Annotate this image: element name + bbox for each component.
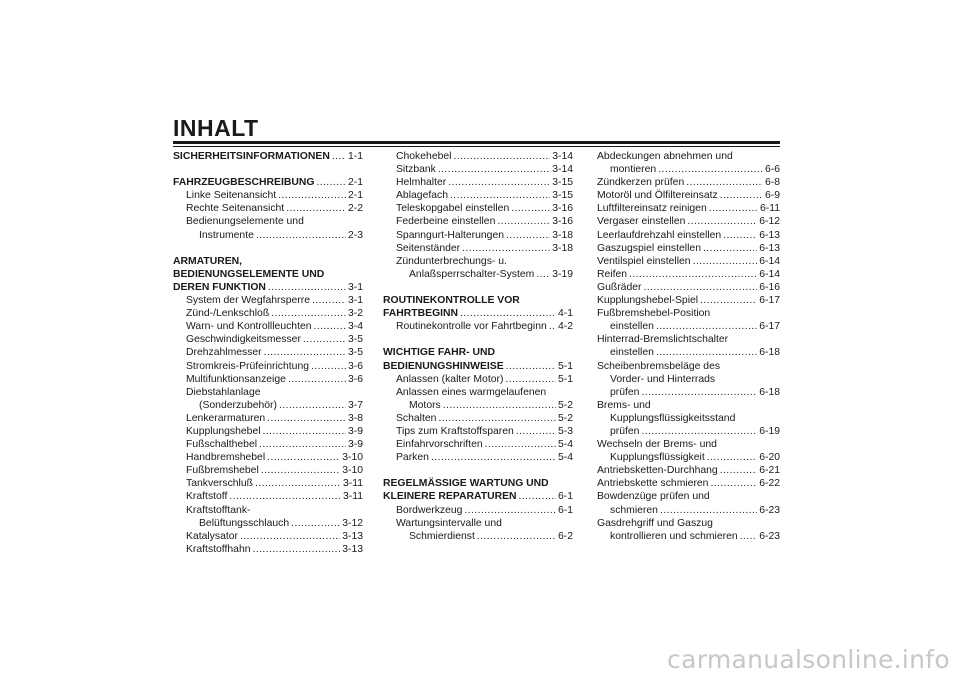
- toc-entry[interactable]: Vergaser einstellen ..... 6-12: [597, 215, 780, 228]
- toc-entry[interactable]: Tips zum Kraftstoffsparen ..... 5-3: [383, 425, 573, 438]
- toc-entry[interactable]: Antriebsketten-Durchhang ..... 6-21: [597, 464, 780, 477]
- toc-entry[interactable]: Anlassen (kalter Motor) ..... 5-1: [383, 373, 573, 386]
- toc-entry[interactable]: Motors ..... 5-2: [383, 399, 573, 412]
- toc-entry[interactable]: prüfen ..... 6-18: [597, 386, 780, 399]
- toc-entry[interactable]: Linke Seitenansicht ..... 2-1: [173, 189, 363, 202]
- toc-entry-line[interactable]: Kraftstofftank-: [186, 504, 251, 516]
- toc-entry-line[interactable]: Wechseln der Brems- und: [597, 439, 717, 451]
- toc-entry[interactable]: Rechte Seitenansicht ..... 2-2: [173, 202, 363, 215]
- toc-section[interactable]: SICHERHEITSINFORMATIONEN ..... 1-1: [173, 150, 363, 163]
- watermark: carmanualsonline.info: [667, 645, 950, 674]
- toc-section-line[interactable]: BEDIENUNGSELEMENTE UND: [173, 268, 325, 280]
- toc-entry-line[interactable]: Gasdrehgriff und Gaszug: [597, 517, 713, 529]
- toc-entry[interactable]: einstellen ..... 6-18: [597, 346, 780, 359]
- toc-entry[interactable]: Anlaßsperrschalter-System ..... 3-19: [383, 268, 573, 281]
- toc-entry[interactable]: Lenkerarmaturen ..... 3-8: [173, 412, 363, 425]
- toc-section-line[interactable]: ARMATUREN,: [173, 255, 243, 267]
- toc-entry[interactable]: Routinekontrolle vor Fahrtbeginn ..... 4-2: [383, 320, 573, 333]
- toc-section[interactable]: KLEINERE REPARATUREN ..... 6-1: [383, 490, 573, 503]
- toc-entry-line[interactable]: Bedienungselemente und: [186, 216, 304, 228]
- toc-entry[interactable]: montieren ..... 6-6: [597, 163, 780, 176]
- toc-entry[interactable]: System der Wegfahrsperre ..... 3-1: [173, 294, 363, 307]
- toc-entry[interactable]: Warn- und Kontrollleuchten ..... 3-4: [173, 320, 363, 333]
- toc-entry-line[interactable]: Brems- und: [597, 399, 651, 411]
- toc-section-line[interactable]: ROUTINEKONTROLLE VOR: [383, 295, 520, 307]
- toc-section[interactable]: BEDIENUNGSHINWEISE ..... 5-1: [383, 360, 573, 373]
- toc-entry[interactable]: Kupplungsflüssigkeit ..... 6-20: [597, 451, 780, 464]
- toc-column-3: [597, 150, 780, 543]
- toc-section-line[interactable]: REGELMÄSSIGE WARTUNG UND: [383, 478, 549, 490]
- toc-entry[interactable]: einstellen ..... 6-17: [597, 320, 780, 333]
- toc-entry[interactable]: Zünd-/Lenkschloß ..... 3-2: [173, 307, 363, 320]
- toc-entry[interactable]: Geschwindigkeitsmesser ..... 3-5: [173, 333, 363, 346]
- title-rule-thick: [173, 141, 780, 144]
- page-title: INHALT: [173, 115, 259, 141]
- toc-entry[interactable]: Federbeine einstellen ..... 3-16: [383, 215, 573, 228]
- toc-entry[interactable]: Zündkerzen prüfen ..... 6-8: [597, 176, 780, 189]
- toc-entry[interactable]: Schalten ..... 5-2: [383, 412, 573, 425]
- toc-entry[interactable]: Kraftstoff ..... 3-11: [173, 490, 363, 503]
- toc-entry[interactable]: Reifen ..... 6-14: [597, 268, 780, 281]
- toc-entry-line[interactable]: Scheibenbremsbeläge des: [597, 360, 721, 372]
- toc-entry[interactable]: Parken ..... 5-4: [383, 451, 573, 464]
- toc-section[interactable]: FAHRZEUGBESCHREIBUNG ..... 2-1: [173, 176, 363, 189]
- toc-entry[interactable]: Instrumente ..... 2-3: [173, 229, 363, 242]
- toc-entry[interactable]: Seitenständer ..... 3-18: [383, 242, 573, 255]
- toc-entry[interactable]: Einfahrvorschriften ..... 5-4: [383, 438, 573, 451]
- toc-entry-line[interactable]: Wartungsintervalle und: [396, 517, 502, 529]
- toc-entry[interactable]: Katalysator ..... 3-13: [173, 530, 363, 543]
- toc-entry[interactable]: Bordwerkzeug ..... 6-1: [383, 504, 573, 517]
- toc-entry[interactable]: Handbremshebel ..... 3-10: [173, 451, 363, 464]
- toc-entry[interactable]: Ventilspiel einstellen ..... 6-14: [597, 255, 780, 268]
- toc-entry-line[interactable]: Kupplungsflüssigkeitsstand: [610, 412, 736, 424]
- toc-entry[interactable]: Spanngurt-Halterungen ..... 3-18: [383, 229, 573, 242]
- toc-entry[interactable]: Gaszugspiel einstellen ..... 6-13: [597, 242, 780, 255]
- toc-entry[interactable]: Kupplungshebel-Spiel ..... 6-17: [597, 294, 780, 307]
- toc-entry[interactable]: Teleskopgabel einstellen ..... 3-16: [383, 202, 573, 215]
- toc-entry[interactable]: Kupplungshebel ..... 3-9: [173, 425, 363, 438]
- toc-entry-line[interactable]: Fußbremshebel-Position: [597, 308, 711, 320]
- toc-entry-line[interactable]: Anlassen eines warmgelaufenen: [396, 386, 547, 398]
- toc-entry[interactable]: Drehzahlmesser ..... 3-5: [173, 346, 363, 359]
- toc-entry[interactable]: Multifunktionsanzeige ..... 3-6: [173, 373, 363, 386]
- toc-entry-line[interactable]: Vorder- und Hinterrads: [610, 373, 716, 385]
- toc-entry[interactable]: kontrollieren und schmieren ..... 6-23: [597, 530, 780, 543]
- toc-entry[interactable]: Stromkreis-Prüfeinrichtung ..... 3-6: [173, 360, 363, 373]
- toc-entry-line[interactable]: Abdeckungen abnehmen und: [597, 151, 733, 162]
- toc-entry-line[interactable]: Hinterrad-Bremslichtschalter: [597, 334, 729, 346]
- toc-entry[interactable]: (Sonderzubehör) ..... 3-7: [173, 399, 363, 412]
- toc-entry[interactable]: Kraftstoffhahn ..... 3-13: [173, 543, 363, 556]
- toc-entry[interactable]: Schmierdienst ..... 6-2: [383, 530, 573, 543]
- toc-entry[interactable]: Luftfiltereinsatz reinigen ..... 6-11: [597, 202, 780, 215]
- toc-entry[interactable]: Tankverschluß ..... 3-11: [173, 477, 363, 490]
- toc-column-1: [173, 150, 363, 556]
- toc-section[interactable]: FAHRTBEGINN ..... 4-1: [383, 307, 573, 320]
- toc-entry[interactable]: Belüftungsschlauch ..... 3-12: [173, 517, 363, 530]
- toc-entry[interactable]: Antriebskette schmieren ..... 6-22: [597, 477, 780, 490]
- toc-entry-line[interactable]: Zündunterbrechungs- u.: [396, 255, 507, 267]
- toc-column-2: [383, 150, 573, 543]
- toc-entry-line[interactable]: Diebstahlanlage: [186, 386, 261, 398]
- toc-section[interactable]: DEREN FUNKTION ..... 3-1: [173, 281, 363, 294]
- toc-entry[interactable]: Ablagefach ..... 3-15: [383, 189, 573, 202]
- toc-entry[interactable]: Helmhalter ..... 3-15: [383, 176, 573, 189]
- toc-entry[interactable]: prüfen ..... 6-19: [597, 425, 780, 438]
- toc-entry[interactable]: Motoröl und Ölfiltereinsatz ..... 6-9: [597, 189, 780, 202]
- toc-section-line[interactable]: WICHTIGE FAHR- UND: [383, 347, 495, 359]
- toc-entry[interactable]: Fußbremshebel ..... 3-10: [173, 464, 363, 477]
- title-rule-thin: [173, 146, 780, 147]
- toc-entry[interactable]: schmieren ..... 6-23: [597, 504, 780, 517]
- toc-entry[interactable]: Leerlaufdrehzahl einstellen ..... 6-13: [597, 229, 780, 242]
- toc-entry[interactable]: Chokehebel ..... 3-14: [383, 150, 573, 163]
- toc-entry[interactable]: Fußschalthebel ..... 3-9: [173, 438, 363, 451]
- toc-entry[interactable]: Sitzbank ..... 3-14: [383, 163, 573, 176]
- toc-entry-line[interactable]: Bowdenzüge prüfen und: [597, 491, 710, 503]
- toc-entry[interactable]: Gußräder ..... 6-16: [597, 281, 780, 294]
